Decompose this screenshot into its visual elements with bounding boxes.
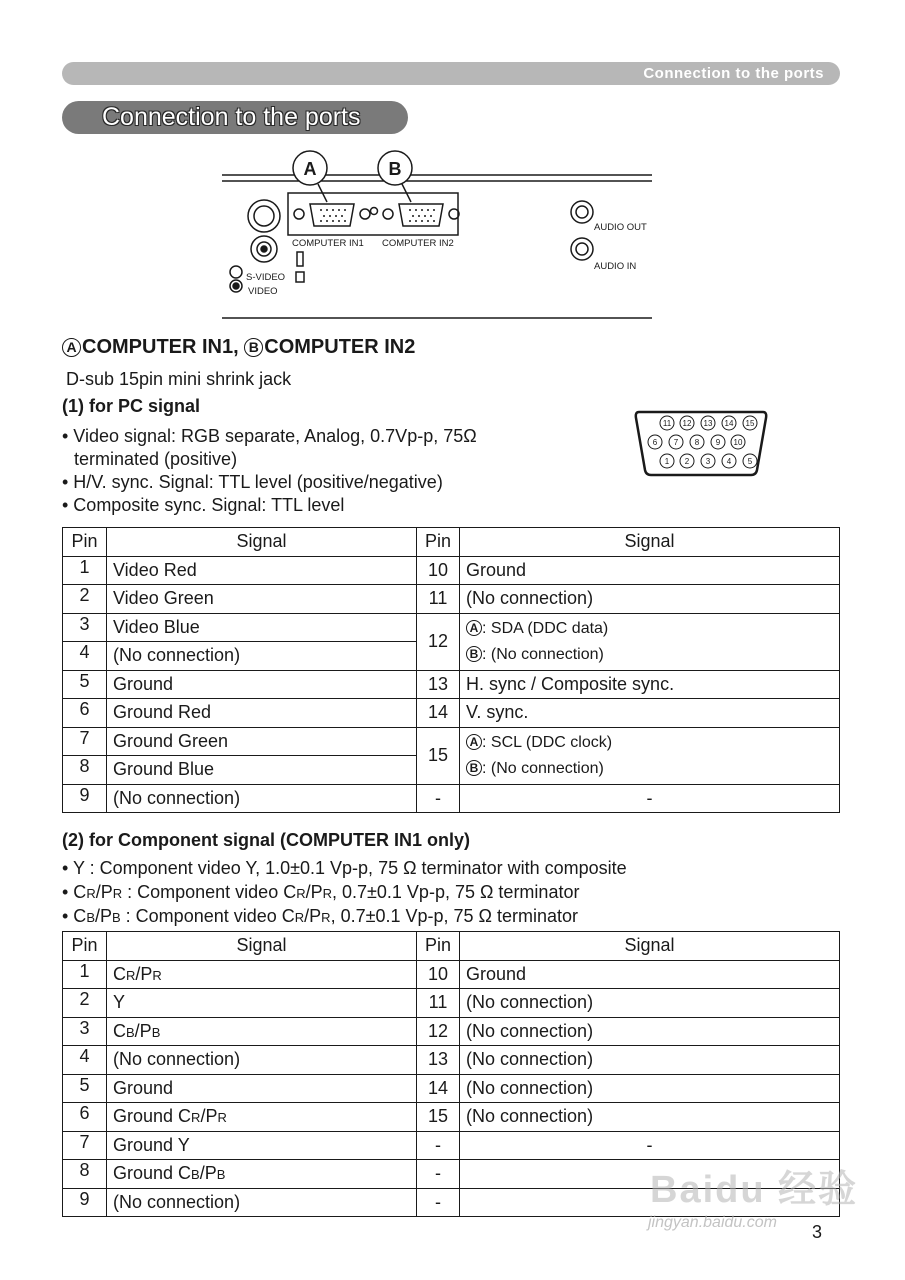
bullet-text: , 0.7±0.1 Vp-p, 75 Ω terminator — [330, 906, 579, 926]
pin-cell: 3 — [63, 613, 107, 642]
pin-cell: - — [417, 1131, 460, 1160]
pin-cell: 7 — [63, 727, 107, 756]
section-title-pill — [62, 101, 408, 134]
pin-cell: 4 — [63, 1046, 107, 1075]
bullet-text: /P — [94, 906, 112, 926]
pin-label: 1 — [664, 457, 670, 466]
pin-cell: 6 — [63, 699, 107, 728]
signal-text: C — [113, 963, 126, 984]
signal-cell: Ground Y — [107, 1131, 417, 1160]
signal-cell: - — [460, 1131, 840, 1160]
circled-a: A — [62, 338, 81, 357]
pin-cell: - — [417, 1188, 460, 1217]
pin-cell: 12 — [417, 613, 460, 670]
signal-cell: Ground Red — [107, 699, 417, 728]
signal-cell: Y — [107, 989, 417, 1018]
page-number: 3 — [812, 1222, 823, 1242]
pin-label: 6 — [652, 438, 658, 447]
pin-label: 3 — [705, 457, 711, 466]
table-header-row — [63, 528, 840, 557]
circled-b: B — [466, 646, 482, 662]
dsub-connector-diagram — [633, 408, 769, 478]
bullet-text: /P — [95, 882, 113, 902]
signal-cell: Ground Green — [107, 727, 417, 756]
table-row — [63, 699, 840, 728]
subscript: B — [191, 1167, 200, 1183]
table-row — [63, 1074, 840, 1103]
header-signal: Signal — [107, 932, 417, 961]
bullet-text: • C — [62, 906, 87, 926]
subscript: R — [322, 886, 332, 901]
subscript: R — [152, 967, 162, 983]
pin-label: 9 — [715, 438, 721, 447]
signal-cell — [107, 1017, 417, 1046]
pin-cell: 8 — [63, 756, 107, 785]
pin-cell: 4 — [63, 642, 107, 671]
signal-text: /P — [134, 1020, 152, 1041]
signal-a-text: : SCL (DDC clock) — [482, 733, 613, 751]
signal-cell: (No connection) — [460, 1046, 840, 1075]
signal-cell: Ground Blue — [107, 756, 417, 785]
signal-cell-dual — [460, 613, 840, 670]
pin-label: 2 — [684, 457, 690, 466]
pin-cell: 10 — [417, 556, 460, 585]
signal-cell: (No connection) — [460, 585, 840, 614]
signal-cell: Video Red — [107, 556, 417, 585]
pin-cell: 9 — [63, 784, 107, 813]
subscript: B — [151, 1024, 161, 1040]
bullet-text: : Component video C — [122, 882, 297, 902]
header-signal: Signal — [460, 932, 840, 961]
pin-cell: 11 — [417, 989, 460, 1018]
subscript: B — [126, 1024, 135, 1040]
label-s-video: S-VIDEO — [246, 272, 286, 283]
comp-bullet-3 — [62, 904, 578, 930]
subscript: B — [86, 910, 95, 925]
signal-cell: H. sync / Composite sync. — [460, 670, 840, 699]
subscript: R — [294, 910, 305, 925]
pc-bullet-3: • Composite sync. Signal: TTL level — [62, 495, 345, 515]
pc-pin-table — [62, 527, 840, 813]
heading-part-a: COMPUTER IN1, — [82, 336, 245, 358]
pin-cell: - — [417, 784, 460, 813]
signal-cell: Video Green — [107, 585, 417, 614]
pin-label: 5 — [747, 457, 753, 466]
pin-cell: 14 — [417, 699, 460, 728]
signal-cell: (No connection) — [107, 784, 417, 813]
badge-b: B — [388, 159, 402, 179]
bullet-text: • C — [62, 882, 87, 902]
label-computer-in1: COMPUTER IN1 — [292, 238, 364, 249]
section-title: Connection to the ports — [102, 103, 361, 131]
pin-cell: 2 — [63, 585, 107, 614]
pin-cell: 2 — [63, 989, 107, 1018]
table-row — [63, 727, 840, 756]
pc-bullet-2: • H/V. sync. Signal: TTL level (positive/negative) — [62, 472, 443, 492]
connector-panel-illustration — [222, 148, 652, 323]
table-row — [63, 1131, 840, 1160]
signal-text: /P — [199, 1163, 217, 1184]
pin-label: 14 — [724, 419, 734, 428]
pin-label: 13 — [703, 419, 713, 428]
watermark-brand: Baidu 经验 — [650, 1169, 859, 1211]
signal-cell: (No connection) — [460, 1103, 840, 1132]
watermark-url: jingyan.baidu.com — [648, 1214, 777, 1231]
table-row — [63, 1017, 840, 1046]
pc-bullet-1-cont: terminated (positive) — [74, 449, 238, 469]
signal-text: /P — [200, 1106, 218, 1127]
table-row — [63, 585, 840, 614]
pin-cell: 14 — [417, 1074, 460, 1103]
pin-label: 7 — [673, 438, 679, 447]
signal-cell: (No connection) — [460, 989, 840, 1018]
subscript: R — [86, 886, 96, 901]
signal-cell: (No connection) — [107, 1046, 417, 1075]
pin-label: 11 — [662, 419, 672, 428]
pin-label: 12 — [682, 419, 692, 428]
circled-b: B — [466, 760, 482, 776]
circled-a: A — [466, 620, 482, 636]
table-row — [63, 613, 840, 642]
signal-a-text: : SDA (DDC data) — [482, 619, 609, 637]
pin-cell: 3 — [63, 1017, 107, 1046]
subscript: R — [217, 1110, 227, 1126]
table-header-row — [63, 932, 840, 961]
subscript: B — [216, 1167, 226, 1183]
signal-cell: Ground — [107, 1074, 417, 1103]
pin-cell: 15 — [417, 727, 460, 784]
bullet-text: : Component video C — [120, 906, 295, 926]
header-pin: Pin — [63, 932, 107, 961]
subscript: R — [191, 1110, 201, 1126]
table-row — [63, 1103, 840, 1132]
pin-cell: 5 — [63, 670, 107, 699]
label-audio-out: AUDIO OUT — [594, 222, 647, 233]
signal-text: /P — [135, 963, 153, 984]
header-signal: Signal — [107, 528, 417, 557]
table-row — [63, 960, 840, 989]
table-row — [63, 989, 840, 1018]
pin-cell: 13 — [417, 1046, 460, 1075]
pin-cell: 11 — [417, 585, 460, 614]
signal-cell: (No connection) — [107, 1188, 417, 1217]
label-computer-in2: COMPUTER IN2 — [382, 238, 454, 249]
header-pin: Pin — [417, 528, 460, 557]
pin-cell: 7 — [63, 1131, 107, 1160]
label-audio-in: AUDIO IN — [594, 261, 637, 272]
running-header-title: Connection to the ports — [643, 65, 824, 82]
signal-cell: Video Blue — [107, 613, 417, 642]
comp-bullet-1: • Y : Component video Y, 1.0±0.1 Vp-p, 75 Ω terminator with composite — [62, 858, 627, 878]
circled-a: A — [466, 734, 482, 750]
pin-cell: 8 — [63, 1160, 107, 1189]
pin-cell: - — [417, 1160, 460, 1189]
pin-cell: 15 — [417, 1103, 460, 1132]
bullet-text: /P — [305, 882, 323, 902]
pin-cell: 9 — [63, 1188, 107, 1217]
signal-cell: Ground — [460, 556, 840, 585]
subscript: R — [112, 886, 123, 901]
circled-b: B — [244, 338, 263, 357]
signal-cell: (No connection) — [460, 1074, 840, 1103]
signal-cell: Ground — [107, 670, 417, 699]
table-row — [63, 784, 840, 813]
jack-description: D-sub 15pin mini shrink jack — [66, 369, 292, 389]
subscript: R — [296, 886, 306, 901]
table-row — [63, 1046, 840, 1075]
bullet-text: , 0.7±0.1 Vp-p, 75 Ω terminator — [332, 882, 580, 902]
signal-cell: V. sync. — [460, 699, 840, 728]
running-header — [62, 62, 840, 85]
pin-label: 4 — [726, 457, 732, 466]
pin-cell: 12 — [417, 1017, 460, 1046]
signal-b-text: : (No connection) — [482, 645, 604, 663]
pin-cell: 6 — [63, 1103, 107, 1132]
pin-cell: 5 — [63, 1074, 107, 1103]
signal-cell: - — [460, 784, 840, 813]
signal-cell: (No connection) — [107, 642, 417, 671]
signal-text: Ground C — [113, 1106, 192, 1127]
signal-b-text: : (No connection) — [482, 759, 604, 777]
bullet-text: /P — [304, 906, 322, 926]
signal-text: C — [113, 1020, 126, 1041]
signal-cell — [107, 1103, 417, 1132]
subscript: R — [126, 967, 136, 983]
signal-cell: Ground — [460, 960, 840, 989]
signal-cell: (No connection) — [460, 1017, 840, 1046]
subscript: R — [321, 910, 331, 925]
comp-bullet-2 — [62, 880, 579, 906]
pc-bullet-1: • Video signal: RGB separate, Analog, 0.7Vp-p, 75Ω — [62, 426, 477, 446]
header-pin: Pin — [63, 528, 107, 557]
subscript: B — [112, 910, 121, 925]
pin-cell: 10 — [417, 960, 460, 989]
signal-text: Ground C — [113, 1163, 192, 1184]
pin-label: 8 — [694, 438, 700, 447]
pin-label: 15 — [745, 419, 755, 428]
table-row — [63, 670, 840, 699]
signal-cell-dual — [460, 727, 840, 784]
computer-in-heading — [62, 336, 415, 359]
heading-part-b: COMPUTER IN2 — [264, 336, 416, 358]
pin-cell: 1 — [63, 960, 107, 989]
badge-a: A — [303, 159, 317, 179]
table-row — [63, 556, 840, 585]
pin-cell: 1 — [63, 556, 107, 585]
signal-cell — [107, 1160, 417, 1189]
pin-cell: 13 — [417, 670, 460, 699]
header-pin: Pin — [417, 932, 460, 961]
pc-signal-title: (1) for PC signal — [62, 396, 201, 416]
pin-label: 10 — [733, 438, 743, 447]
header-signal: Signal — [460, 528, 840, 557]
component-signal-title: (2) for Component signal (COMPUTER IN1 only) — [62, 830, 470, 850]
label-video: VIDEO — [248, 286, 278, 297]
signal-cell — [107, 960, 417, 989]
